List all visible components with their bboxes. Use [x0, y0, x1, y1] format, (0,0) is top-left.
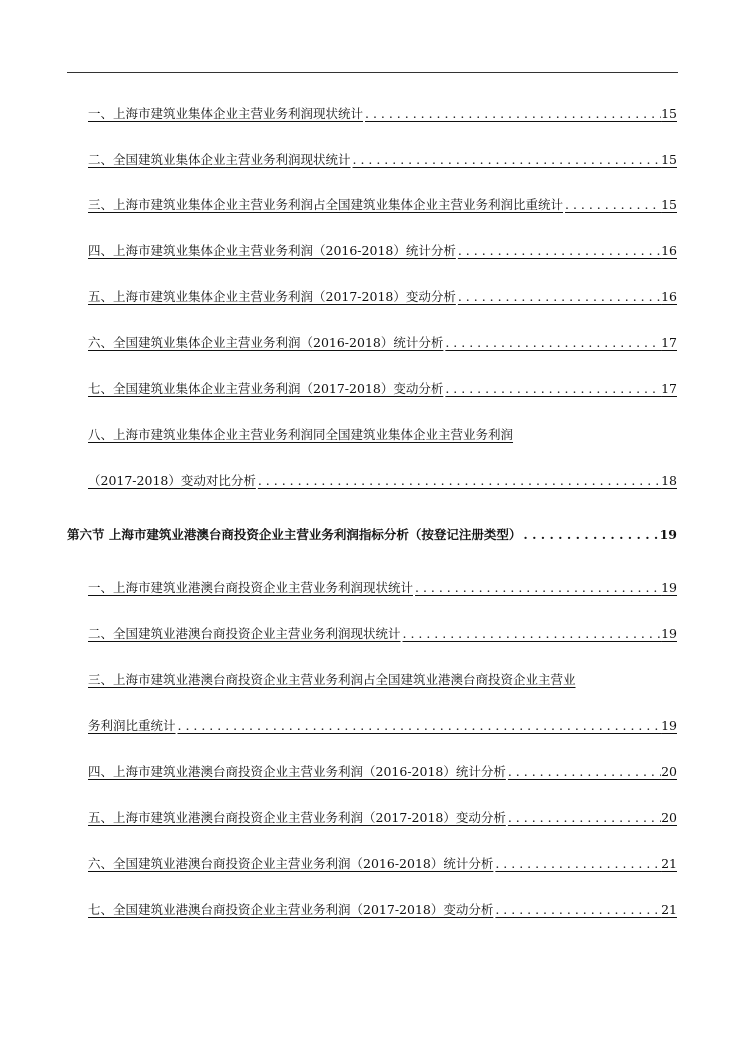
toc-entry-title: 五、上海市建筑业集体企业主营业务利润（2017-2018）变动分析 — [88, 289, 456, 304]
toc-entry-page: 20 — [661, 810, 677, 825]
toc-leader-dots — [456, 241, 661, 261]
toc-leader-dots — [521, 525, 659, 545]
toc-leader-dots — [363, 104, 661, 124]
toc-entry-title: 二、全国建筑业集体企业主营业务利润现状统计 — [88, 152, 351, 167]
toc-entry-10[interactable] — [88, 624, 677, 644]
toc-entry-page: 18 — [661, 473, 677, 488]
toc-entry-15[interactable] — [88, 900, 677, 920]
toc-entry-title: 四、上海市建筑业港澳台商投资企业主营业务利润（2016-2018）统计分析 — [88, 764, 506, 779]
toc-entry-page: 19 — [661, 580, 677, 595]
toc-entry-11[interactable] — [88, 670, 677, 690]
toc-entry-title: 七、全国建筑业集体企业主营业务利润（2017-2018）变动分析 — [88, 381, 444, 396]
toc-entry-5[interactable] — [88, 287, 677, 307]
toc-entry-8[interactable] — [88, 425, 677, 445]
toc-leader-dots — [413, 578, 661, 598]
toc-entry-title: 五、上海市建筑业港澳台商投资企业主营业务利润（2017-2018）变动分析 — [88, 810, 506, 825]
toc-entry-title: 八、上海市建筑业集体企业主营业务利润同全国建筑业集体企业主营业务利润 — [88, 427, 514, 442]
toc-entry-page: 20 — [661, 764, 677, 779]
toc-entry-8-cont[interactable] — [88, 471, 677, 491]
toc-entry-page: 21 — [661, 856, 677, 871]
toc-leader-dots — [443, 333, 661, 353]
toc-leader-dots — [493, 854, 661, 874]
toc-leader-dots — [443, 379, 661, 399]
toc-section-title: 第六节 上海市建筑业港澳台商投资企业主营业务利润指标分析（按登记注册类型） — [67, 527, 522, 542]
toc-entry-9[interactable] — [88, 578, 677, 598]
toc-entry-title: 四、上海市建筑业集体企业主营业务利润（2016-2018）统计分析 — [88, 243, 456, 258]
toc-entry-page: 15 — [661, 197, 677, 212]
toc-entry-title: 一、上海市建筑业港澳台商投资企业主营业务利润现状统计 — [88, 580, 414, 595]
toc-entry-title: 七、全国建筑业港澳台商投资企业主营业务利润（2017-2018）变动分析 — [88, 902, 494, 917]
toc-entry-title: 六、全国建筑业港澳台商投资企业主营业务利润（2016-2018）统计分析 — [88, 856, 494, 871]
toc-entry-7[interactable] — [88, 379, 677, 399]
toc-entry-title: 一、上海市建筑业集体企业主营业务利润现状统计 — [88, 106, 364, 121]
toc-entry-page: 15 — [661, 152, 677, 167]
toc-section-page: 19 — [659, 527, 677, 542]
toc-entry-page: 16 — [661, 289, 677, 304]
toc-entry-2[interactable] — [88, 150, 677, 170]
toc-leader-dots — [506, 762, 661, 782]
toc-entry-14[interactable] — [88, 854, 677, 874]
toc-entry-page: 19 — [661, 718, 677, 733]
toc-leader-dots — [493, 900, 661, 920]
toc-entry-title: （2017-2018）变动对比分析 — [88, 473, 256, 488]
toc-entry-1[interactable] — [88, 104, 677, 124]
toc-entry-4[interactable] — [88, 241, 677, 261]
toc-entry-page: 19 — [661, 626, 677, 641]
toc-entry-6[interactable] — [88, 333, 677, 353]
header-rule — [67, 72, 678, 73]
toc-entry-3[interactable] — [88, 195, 677, 215]
toc-leader-dots — [563, 195, 661, 215]
toc-leader-dots — [351, 150, 662, 170]
toc-leader-dots — [456, 287, 661, 307]
toc-leader-dots — [256, 471, 661, 491]
toc-entry-page: 17 — [661, 381, 677, 396]
toc-leader-dots — [401, 624, 662, 644]
toc-entry-title: 三、上海市建筑业集体企业主营业务利润占全国建筑业集体企业主营业务利润比重统计 — [88, 197, 564, 212]
toc-entry-title: 二、全国建筑业港澳台商投资企业主营业务利润现状统计 — [88, 626, 401, 641]
toc-entry-12[interactable] — [88, 762, 677, 782]
toc-leader-dots — [176, 716, 662, 736]
toc-entry-page: 21 — [661, 902, 677, 917]
toc-section-6[interactable] — [67, 525, 677, 545]
toc-entry-page: 17 — [661, 335, 677, 350]
toc-entry-title: 六、全国建筑业集体企业主营业务利润（2016-2018）统计分析 — [88, 335, 444, 350]
toc-leader-dots — [506, 808, 661, 828]
toc-entry-page: 16 — [661, 243, 677, 258]
toc-entry-11-cont[interactable] — [88, 716, 677, 736]
toc-entry-title: 三、上海市建筑业港澳台商投资企业主营业务利润占全国建筑业港澳台商投资企业主营业 — [88, 672, 576, 687]
toc-entry-title: 务利润比重统计 — [88, 718, 176, 733]
toc-entry-13[interactable] — [88, 808, 677, 828]
toc-entry-page: 15 — [661, 106, 677, 121]
